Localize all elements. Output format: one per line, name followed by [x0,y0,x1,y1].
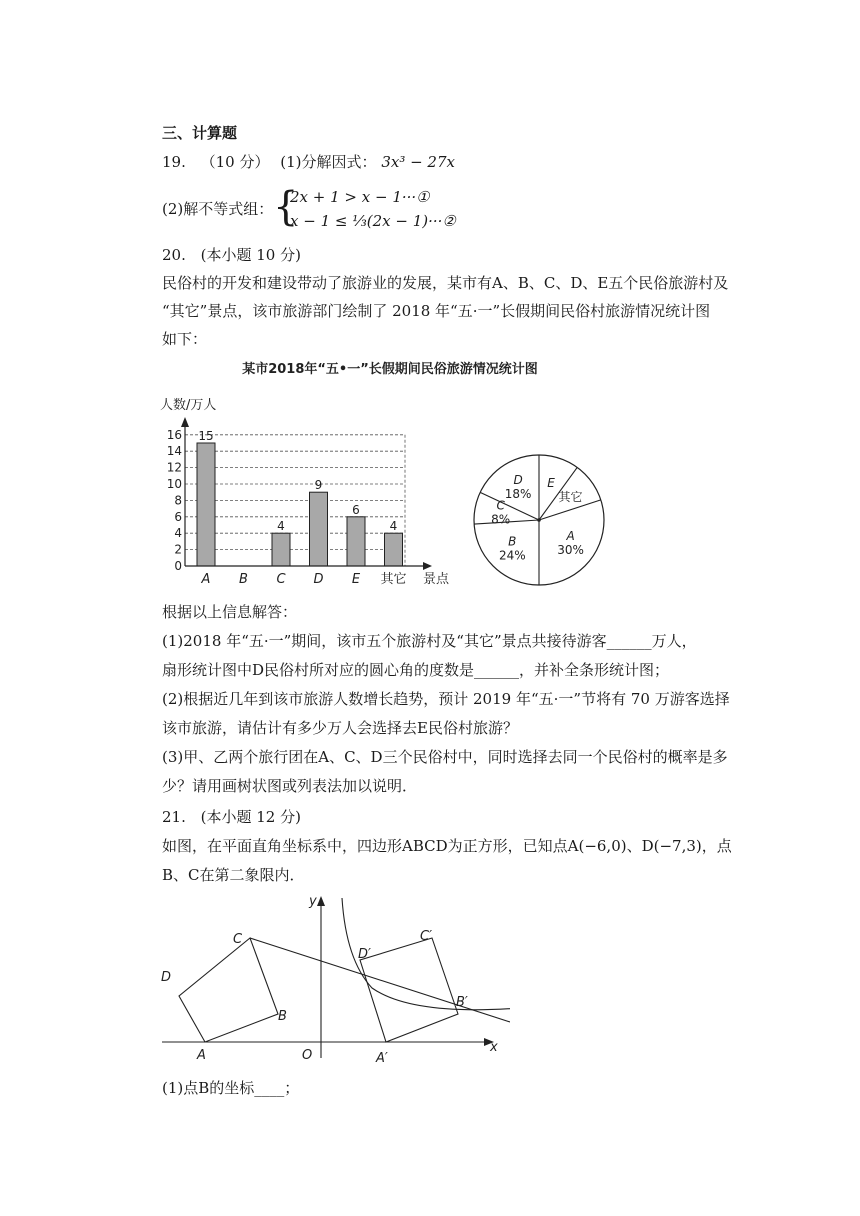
pie-label: B [508,534,517,549]
q20-intro-3: 如下： [162,330,208,348]
y-tick-label: 12 [166,460,182,475]
q19-part1-label: (1)分解因式： [280,153,377,171]
bar-C [272,533,290,566]
bar-E [347,517,365,566]
label-C-prime: C′ [420,929,433,944]
bar-y-axis-label: 人数/万人 [160,398,217,413]
bar-value-label: 6 [352,502,360,517]
q19-number: 19. [162,153,186,171]
q19-part2-label: (2)解不等式组： [162,200,274,218]
bar-category-label: C [276,572,286,587]
pie-label: A [566,528,575,543]
bar-A [197,443,215,566]
pie-label: E [547,475,555,490]
q21-intro-2: B、C在第二象限内． [162,866,305,884]
square-ABCD [179,938,278,1042]
x-axis-arrow-icon [423,562,432,570]
q19-line1 [162,151,455,173]
label-A-prime: A′ [376,1051,388,1066]
q20-sub1-line2: 扇形统计图中D民俗村所对应的圆心角的度数是______，并补全条形统计图； [162,661,670,679]
pie-label: 其它 [558,490,583,505]
label-x: x [490,1040,498,1055]
q21-intro-1: 如图，在平面直角坐标系中，四边形ABCD为正方形，已知点A(−6,0)、D(−7,3)，点 [162,837,732,855]
y-axis-arrow-icon [181,417,189,427]
q19-points: （10 分） [200,153,270,171]
q20-number: 20. [162,246,186,264]
label-B-prime: B′ [456,995,468,1010]
pie-percent: 18% [504,487,532,502]
label-D-prime: D′ [358,947,371,962]
q20-points: (本小题 10 分) [200,246,301,264]
bar-D [310,492,328,566]
bar-y-ticks [167,428,182,573]
bar-其它 [385,533,403,566]
pie-center-dot [537,518,541,522]
q20-sub1-line1: (1)2018 年“五·一”期间，该市五个旅游村及“其它”景点共接待游客______万人， [162,632,697,650]
bar-value-label: 9 [314,478,323,493]
q20-intro-1: 民俗村的开发和建设带动了旅游业的发展，某市有A、B、C、D、E五个民俗旅游村及 [162,274,729,292]
pie-label: C [496,498,505,513]
y-tick-label: 8 [174,493,182,508]
label-O: O [302,1048,313,1063]
y-tick-label: 14 [166,444,182,459]
label-B: B [278,1009,287,1024]
q19-inequality-1: 2x + 1 > x − 1···① [290,188,430,206]
bar-grid [185,435,405,566]
chart-title: 某市2018年“五•一”长假期间民俗旅游情况统计图 [242,362,538,377]
bar-series [197,429,403,566]
bar-value-label: 4 [277,519,285,534]
bar-category-label: A [201,572,211,587]
q19-inequality-2: x − 1 ≤ ⅓(2x − 1)···② [290,212,456,230]
q20-sub2-line1: (2)根据近几年到该市旅游人数增长趋势，预计 2019 年“五·一”节将有 70 万游客选择 [162,690,730,708]
brace-icon: { [273,184,299,230]
bar-value-label: 4 [389,519,398,534]
q21-sub1: (1)点B的坐标____； [162,1079,300,1097]
q20-prompt: 根据以上信息解答： [162,603,298,621]
q21-points: (本小题 12 分) [200,808,301,826]
bar-x-axis-label: 景点 [423,572,450,587]
q21-number: 21. [162,808,186,826]
y-tick-label: 6 [174,509,182,524]
bar-category-labels [201,571,407,587]
bar-category-label: D [313,572,324,587]
y-tick-label: 16 [166,427,182,442]
pie-percent: 30% [557,542,584,557]
coordinate-figure [150,888,510,1068]
fig-y-arrow-icon [317,896,325,906]
y-tick-label: 0 [174,559,182,573]
label-A: A [197,1048,206,1063]
pie-percent: 24% [498,548,526,563]
label-D: D [161,970,172,985]
q20-sub3-line2: 少？请用画树状图或列表法加以说明． [162,777,418,795]
q19-part1-expr: 3x³ − 27x [381,153,455,171]
label-C: C [233,932,243,947]
bar-category-label: 其它 [380,572,407,587]
label-y: y [309,894,317,909]
y-tick-label: 10 [166,477,182,491]
y-tick-label: 2 [174,542,182,557]
q21-heading [162,806,301,828]
pie-percent: 8% [491,512,511,527]
bar-category-label: B [239,572,248,587]
bar-category-label: E [351,572,361,587]
y-tick-label: 4 [174,526,182,541]
section-title: 三、计算题 [162,124,238,142]
bar-value-label: 15 [198,429,214,443]
q20-heading [162,244,301,266]
q20-sub2-line2: 该市旅游，请估计有多少万人会选择去E民俗村旅游？ [162,719,518,737]
q20-sub3-line1: (3)甲、乙两个旅行团在A、C、D三个民俗村中，同时选择去同一个民俗村的概率是多 [162,748,728,766]
pie-chart [474,455,604,585]
pie-label: D [513,473,523,488]
statistics-chart-figure [150,355,620,595]
q20-intro-2: “其它”景点，该市旅游部门绘制了 2018 年“五·一”长假期间民俗村旅游情况统计图 [162,302,711,320]
